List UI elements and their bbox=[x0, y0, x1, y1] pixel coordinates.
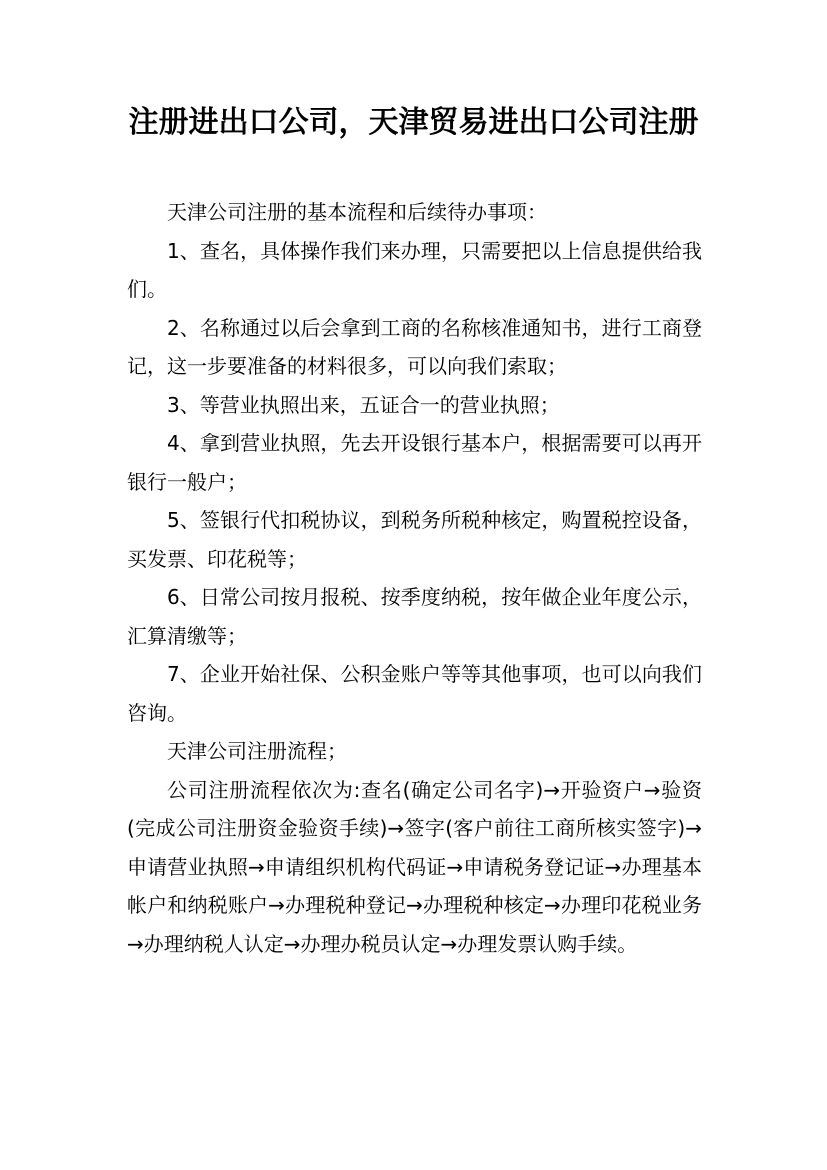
paragraph-step-2: 2、名称通过以后会拿到工商的名称核准通知书，进行工商登记，这一步要准备的材料很多，可以向我们索取； bbox=[127, 315, 702, 378]
paragraph-process-detail: 公司注册流程依次为:查名(确定公司名字)→开验资户→验资(完成公司注册资金验资手续)→签字(客户前往工商所核实签字)→申请营业执照→申请组织机构代码证→申请税务登记证→办理基本帐户和纳税账户→办理税种登记→办理税种核定→办理印花税业务→办理纳税人认定→办理办税员认定→办理发票认购手续。 bbox=[127, 777, 702, 956]
paragraph-step-4: 4、拿到营业执照，先去开设银行基本户，根据需要可以再开银行一般户； bbox=[127, 431, 702, 494]
paragraph-step-6: 6、日常公司按月报税、按季度纳税，按年做企业年度公示，汇算清缴等； bbox=[127, 585, 702, 648]
paragraph-step-3: 3、等营业执照出来，五证合一的营业执照； bbox=[167, 392, 560, 417]
document-title: 注册进出口公司，天津贸易进出口公司注册 bbox=[128, 105, 699, 140]
document-body bbox=[127, 193, 702, 963]
paragraph-process-heading: 天津公司注册流程； bbox=[167, 739, 347, 763]
paragraph-intro: 天津公司注册的基本流程和后续待办事项： bbox=[167, 200, 547, 224]
paragraph-step-1: 1、查名，具体操作我们来办理，只需要把以上信息提供给我们。 bbox=[127, 238, 702, 301]
paragraph-step-5: 5、签银行代扣税协议，到税务所税种核定，购置税控设备，买发票、印花税等； bbox=[127, 508, 702, 571]
paragraph-step-7: 7、企业开始社保、公积金账户等等其他事项，也可以向我们咨询。 bbox=[127, 662, 702, 725]
